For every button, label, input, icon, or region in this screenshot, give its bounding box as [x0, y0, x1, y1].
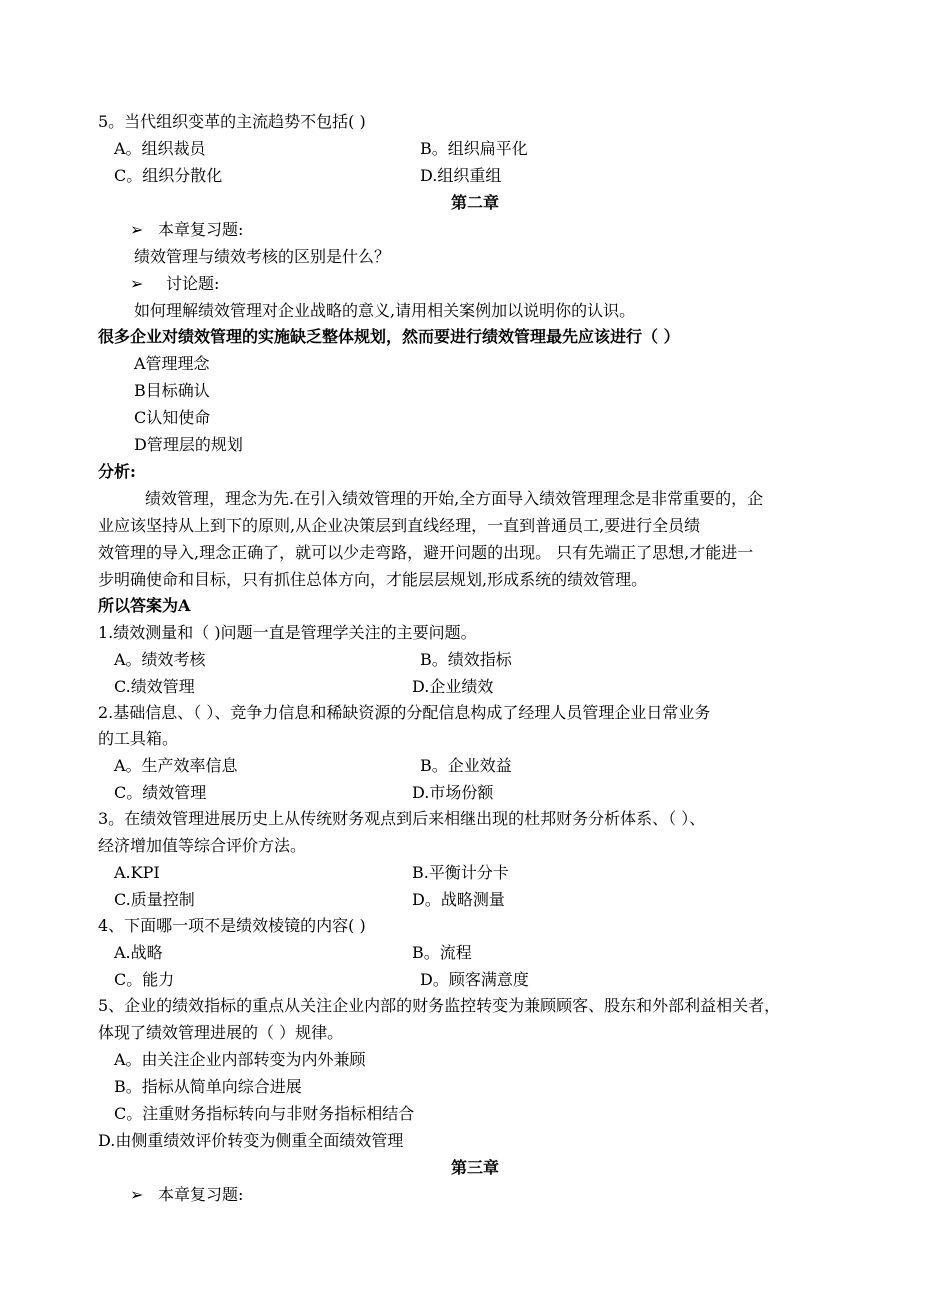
option-row [114, 940, 472, 966]
option-a: A。生产效率信息 [114, 756, 238, 775]
question-stem-continued: 体现了绩效管理进展的（ ）规律。 [98, 1023, 344, 1042]
question-stem: 5。当代组织变革的主流趋势不包括( ) [98, 112, 366, 131]
option-b: B。企业效益 [420, 756, 512, 775]
review-question: 绩效管理与绩效考核的区别是什么？ [134, 247, 391, 266]
option-d: D.组织重组 [420, 166, 502, 185]
analysis-line: 效管理的导入,理念正确了，就可以少走弯路，避开问题的出现。 只有先端正了思想,才能进一 [98, 543, 754, 562]
option-c: C。组织分散化 [114, 166, 223, 185]
option-c: C。注重财务指标转向与非财务指标相结合 [114, 1104, 415, 1123]
option-row [114, 753, 512, 779]
option-a: A。由关注企业内部转变为内外兼顾 [114, 1050, 366, 1069]
option-row [114, 136, 528, 162]
analysis-label: 分析: [98, 462, 136, 481]
option-d: D.企业绩效 [412, 677, 494, 696]
option-c: C。绩效管理 [114, 783, 207, 802]
question-stem-continued: 的工具箱。 [98, 729, 179, 748]
review-heading [130, 217, 243, 243]
case-option: B目标确认 [134, 381, 210, 400]
option-d: D。顾客满意度 [420, 970, 529, 989]
discussion-question: 如何理解绩效管理对企业战略的意义,请用相关案例加以说明你的认识。 [134, 301, 636, 320]
option-row [114, 860, 509, 886]
review-label: 本章复习题: [158, 1185, 244, 1204]
analysis-line: 步明确使命和目标，只有抓住总体方向，才能层层规划,形成系统的绩效管理。 [98, 570, 648, 589]
arrow-bullet-icon: ➢ [130, 1185, 144, 1204]
question-stem: 5、企业的绩效指标的重点从关注企业内部的财务监控转变为兼顾顾客、股东和外部利益相关者， [98, 996, 781, 1015]
question-stem-continued: 经济增加值等综合评价方法。 [98, 836, 307, 855]
review-heading [130, 1182, 243, 1208]
analysis-line: 绩效管理，理念为先.在引入绩效管理的开始,全方面导入绩效管理理念是非常重要的，企 [145, 489, 764, 508]
arrow-bullet-icon: ➢ [130, 220, 144, 239]
question-stem: 3。在绩效管理进展历史上从传统财务观点到后来相继出现的杜邦财务分析体系、（ ）、 [98, 809, 706, 828]
option-row [114, 163, 502, 189]
option-row [114, 967, 529, 993]
option-row [114, 674, 494, 700]
discussion-label: 讨论题: [166, 274, 220, 293]
discussion-heading [130, 271, 219, 297]
option-b: B。组织扁平化 [420, 139, 528, 158]
analysis-line: 业应该坚持从上到下的原则,从企业决策层到直线经理，一直到普通员工,要进行全员绩 [98, 516, 701, 535]
option-a: A.战略 [114, 943, 163, 962]
option-d: D.由侧重绩效评价转变为侧重全面绩效管理 [98, 1131, 404, 1150]
option-a: A。组织裁员 [114, 139, 206, 158]
option-c: C.绩效管理 [114, 677, 195, 696]
option-b: B。绩效指标 [420, 650, 512, 669]
option-a: A。绩效考核 [114, 650, 206, 669]
option-d: D.市场份额 [412, 783, 494, 802]
option-row [114, 887, 505, 913]
case-question: 很多企业对绩效管理的实施缺乏整体规划，然而要进行绩效管理最先应该进行（ ） [98, 327, 680, 346]
option-d: D。战略测量 [412, 890, 505, 909]
case-option: C认知使命 [134, 408, 211, 427]
option-c: C.质量控制 [114, 890, 195, 909]
question-stem: 2.基础信息、（ ）、竞争力信息和稀缺资源的分配信息构成了经理人员管理企业日常业务 [98, 703, 711, 722]
option-c: C。能力 [114, 970, 175, 989]
chapter-title: 第三章 [450, 1158, 499, 1177]
case-option: D管理层的规划 [134, 435, 243, 454]
question-stem: 1.绩效测量和（ )问题一直是管理学关注的主要问题。 [98, 623, 477, 642]
chapter-title: 第二章 [450, 193, 499, 212]
case-option: A管理理念 [134, 354, 210, 373]
review-label: 本章复习题: [158, 220, 244, 239]
option-b: B。指标从简单向综合进展 [114, 1077, 302, 1096]
question-stem: 4、下面哪一项不是绩效棱镜的内容( ) [98, 916, 366, 935]
option-b: B。流程 [412, 943, 472, 962]
option-row [114, 647, 512, 673]
answer-line: 所以答案为A [98, 596, 191, 615]
option-row [114, 780, 494, 806]
arrow-bullet-icon: ➢ [130, 274, 144, 293]
option-b: B.平衡计分卡 [412, 863, 509, 882]
option-a: A.KPI [114, 863, 160, 882]
